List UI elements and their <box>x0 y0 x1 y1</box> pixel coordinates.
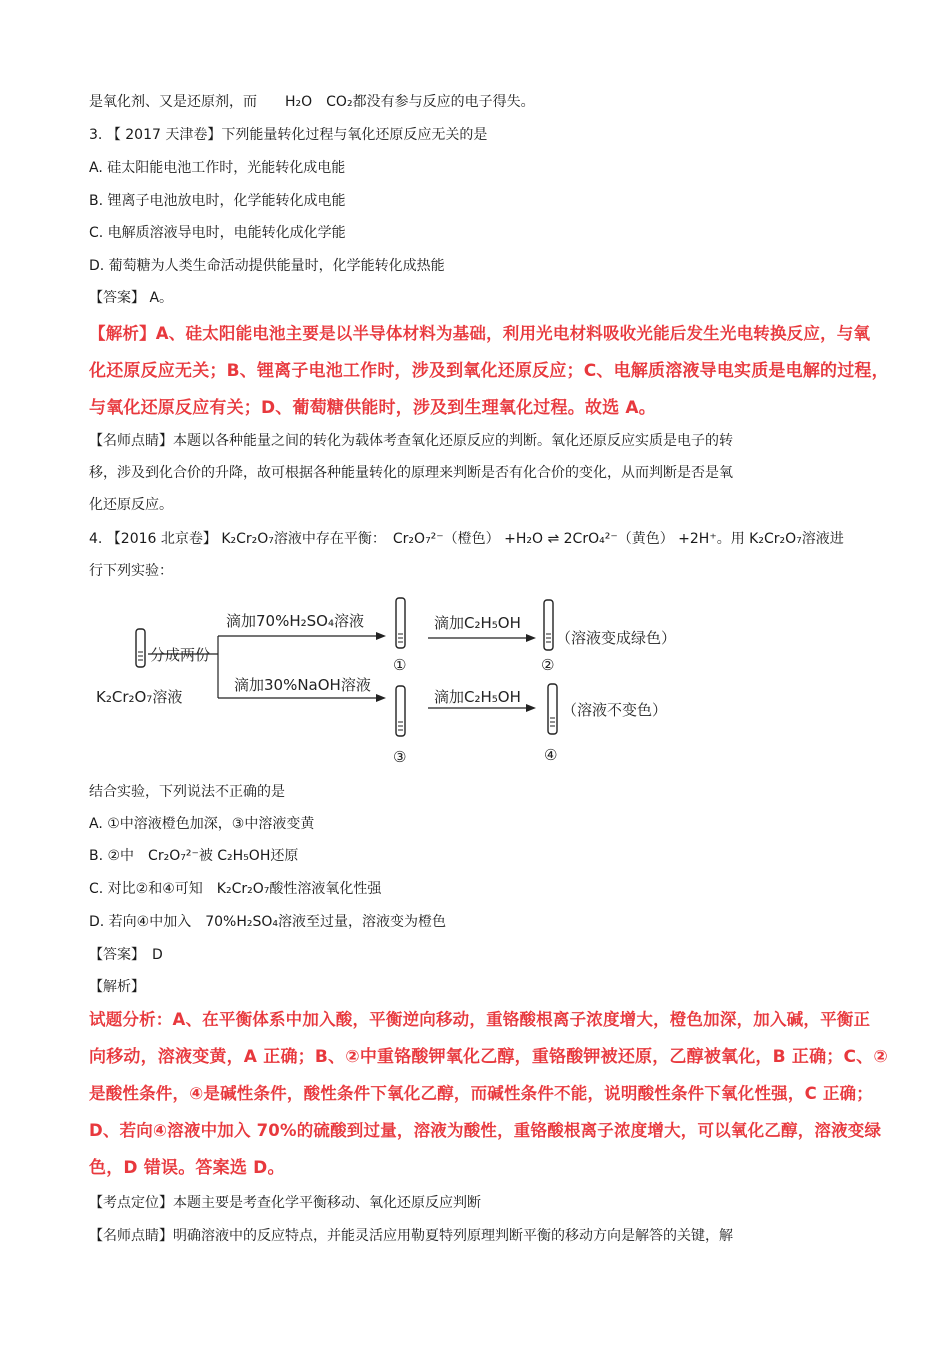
question-4-answer: 【答案】 D <box>89 947 163 963</box>
test-tube-3 <box>396 686 405 736</box>
test-tube-2 <box>544 600 553 650</box>
test-tube-4 <box>548 684 557 734</box>
result-top-label: （溶液变成绿色） <box>556 629 677 647</box>
question-3-explanation-line-3: 与氧化还原反应有关；D、葡萄糖供能时，涉及到生理氧化过程。故选 A。 <box>89 398 656 418</box>
question-4-option-d: D. 若向④中加入 70%H₂SO₄溶液至过量，溶液变为橙色 <box>89 914 447 930</box>
split-label: 分成两份 <box>150 646 211 664</box>
experiment-diagram <box>90 594 690 774</box>
question-4-kaodian: 【考点定位】本题主要是考查化学平衡移动、氧化还原反应判断 <box>89 1195 481 1211</box>
result-bottom-label: （溶液不变色） <box>562 701 668 719</box>
question-3-answer: 【答案】 A。 <box>89 290 174 306</box>
question-4-title: 4. 【2016 北京卷】 K₂Cr₂O₇溶液中存在平衡： Cr₂O₇²⁻（橙色） +H₂O ⇌ 2CrO₄²⁻（黄色） +2H⁺。用 K₂Cr₂O₇溶液进 <box>89 531 844 547</box>
tube-4-label: ④ <box>544 746 558 764</box>
question-3-explanation-line-1: 【解析】A、硅太阳能电池主要是以半导体材料为基础，利用光电材料吸收光能后发生光电转换反应，与氧 <box>89 324 871 343</box>
ethanol-bottom-label: 滴加C₂H₅OH <box>434 688 521 706</box>
question-3-option-d: D. 葡萄糖为人类生命活动提供能量时，化学能转化成热能 <box>89 258 445 274</box>
tube-2-label: ② <box>541 656 555 674</box>
question-4-option-a: A. ①中溶液橙色加深，③中溶液变黄 <box>89 816 315 832</box>
question-4-option-c: C. 对比②和④可知 K₂Cr₂O₇酸性溶液氧化性强 <box>89 881 382 897</box>
test-tube-1 <box>396 598 405 648</box>
question-4-explanation-line-1: 试题分析：A、在平衡体系中加入酸，平衡逆向移动，重铬酸根离子浓度增大，橙色加深，加入碱，平衡正 <box>89 1010 871 1029</box>
top-reagent-label: 滴加70%H₂SO₄溶液 <box>226 612 364 630</box>
question-4-tip: 【名师点睛】明确溶液中的反应特点，并能灵活应用勒夏特列原理判断平衡的移动方向是解答的关键，解 <box>89 1228 733 1244</box>
start-test-tube <box>136 629 145 667</box>
tube-1-label: ① <box>393 656 407 674</box>
question-3-tip-line-3: 化还原反应。 <box>89 497 173 513</box>
question-3-title: 3. 【 2017 天津卷】下列能量转化过程与氧化还原反应无关的是 <box>89 127 488 143</box>
tube-3-label: ③ <box>393 748 407 766</box>
question-4-title-continued: 行下列实验： <box>89 563 173 579</box>
question-4-option-b: B. ②中 Cr₂O₇²⁻被 C₂H₅OH还原 <box>89 848 299 864</box>
question-3-tip-line-1: 【名师点睛】本题以各种能量之间的转化为载体考查氧化还原反应的判断。氧化还原反应实质是电子的转 <box>89 433 733 449</box>
start-label: K₂Cr₂O₇溶液 <box>96 688 183 706</box>
question-3-option-b: B. 锂离子电池放电时，化学能转化成电能 <box>89 193 346 209</box>
question-4-explanation-line-5: 色，D 错误。答案选 D。 <box>89 1158 285 1178</box>
question-4-explanation-line-4: D、若向④溶液中加入 70%的硫酸到过量，溶液为酸性，重铬酸根离子浓度增大，可以氧化乙醇，溶液变绿 <box>89 1121 882 1140</box>
ethanol-top-label: 滴加C₂H₅OH <box>434 614 521 632</box>
question-4-explanation-line-2: 向移动，溶液变黄，A 正确；B、②中重铬酸钾氧化乙醇，重铬酸钾被还原，乙醇被氧化，B 正确；C、② <box>89 1047 888 1067</box>
line-continuation: 是氧化剂、又是还原剂，而 H₂O CO₂都没有参与反应的电子得失。 <box>89 94 535 110</box>
question-4-explanation-line-3: 是酸性条件，④是碱性条件，酸性条件下氧化乙醇，而碱性条件不能，说明酸性条件下氧化性强，C 正确； <box>89 1084 873 1103</box>
question-3-option-a: A. 硅太阳能电池工作时，光能转化成电能 <box>89 160 346 176</box>
question-3-tip-line-2: 移，涉及到化合价的升降，故可根据各种能量转化的原理来判断是否有化合价的变化，从而判断是否是氧 <box>89 465 733 481</box>
bottom-reagent-label: 滴加30%NaOH溶液 <box>234 676 371 694</box>
question-3-option-c: C. 电解质溶液导电时，电能转化成化学能 <box>89 225 346 241</box>
question-4-combine: 结合实验，下列说法不正确的是 <box>89 784 285 800</box>
question-3-explanation-line-2: 化还原反应无关；B、锂离子电池工作时，涉及到氧化还原反应；C、电解质溶液导电实质是电解的过程， <box>89 361 889 381</box>
question-4-explanation-label: 【解析】 <box>89 979 145 995</box>
